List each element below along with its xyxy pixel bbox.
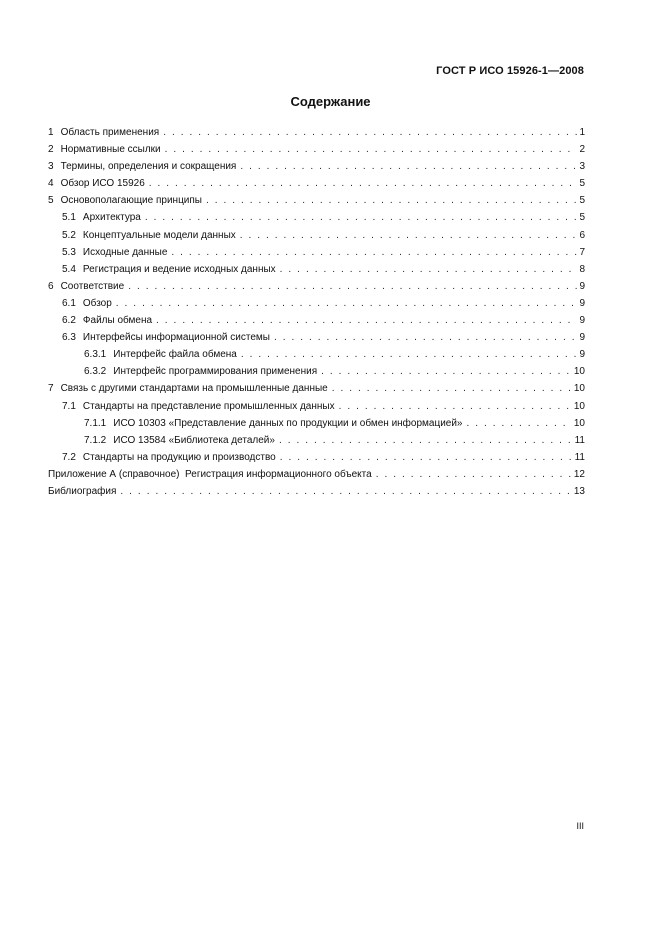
toc-dot-leader (466, 415, 571, 432)
toc-entry-number: 7.1.2 (84, 434, 107, 446)
toc-dot-leader (128, 278, 577, 295)
toc-entry-page: 9 (579, 297, 585, 309)
toc-entry-number: 6.1 (62, 297, 76, 309)
toc-entry-number: 4 (48, 178, 54, 190)
toc-entry-number: 5.2 (62, 229, 76, 241)
toc-dot-leader (280, 261, 578, 278)
toc-entry[interactable] (48, 449, 585, 466)
toc-entry-number: 1 (48, 127, 54, 138)
toc-entry-number: 6.3.1 (84, 349, 107, 361)
toc-entry[interactable] (48, 124, 585, 141)
toc-entry-page: 11 (574, 451, 585, 463)
toc-entry-title: Регистрация и ведение исходных данных (82, 263, 276, 275)
toc-entry-page: 5 (579, 178, 585, 190)
toc-dot-leader (332, 380, 572, 397)
toc-dot-leader (116, 295, 578, 312)
toc-entry-title: Библиография (48, 485, 117, 497)
toc-entry[interactable] (48, 141, 585, 158)
toc-entry-title: ИСО 13584 «Библиотека деталей» (113, 434, 275, 446)
toc-dot-leader (240, 227, 578, 244)
toc-title: Содержание (290, 94, 371, 109)
toc-entry-number: 6.3 (62, 332, 76, 344)
toc-entry-page: 3 (579, 161, 585, 173)
toc-entry[interactable] (48, 432, 585, 449)
toc-entry-page: 9 (579, 332, 585, 344)
toc-entry-number: 5.4 (62, 263, 76, 275)
toc-dot-leader (279, 432, 573, 449)
toc-entry[interactable] (48, 278, 585, 295)
standard-designation: ГОСТ Р ИСО 15926-1—2008 (436, 65, 584, 77)
toc-entry-title: Стандарты на представление промышленных данных (82, 400, 335, 412)
toc-entry[interactable] (48, 175, 585, 192)
toc-entry-page: 1 (579, 127, 585, 138)
toc-entry[interactable] (48, 329, 585, 346)
toc-entry-page: 10 (573, 383, 585, 395)
toc-entry[interactable] (48, 415, 585, 432)
toc-entry-number: 6 (48, 280, 54, 292)
toc-entry[interactable] (48, 158, 585, 175)
toc-entry-title: Стандарты на продукцию и производство (82, 451, 276, 463)
toc-dot-leader (241, 346, 578, 363)
toc-entry-title: Обзор (82, 297, 112, 309)
toc-entry-title: Обзор ИСО 15926 (60, 178, 145, 190)
toc-entry-title: Исходные данные (82, 246, 168, 258)
toc-dot-leader (120, 483, 571, 500)
toc-entry-title: Интерфейс файла обмена (113, 349, 237, 361)
toc-entry[interactable] (48, 244, 585, 261)
toc-entry-page: 5 (579, 195, 585, 207)
toc-entry-number: 6.3.2 (84, 366, 107, 378)
toc-entry[interactable] (48, 312, 585, 329)
toc-entry-number: 5.3 (62, 246, 76, 258)
toc-dot-leader (274, 329, 577, 346)
toc-entry-number: 6.2 (62, 315, 76, 327)
page-number: III (576, 821, 584, 831)
toc-entry-page: 13 (573, 485, 585, 497)
toc-entry-title: Интерфейс программирования применения (113, 366, 318, 378)
toc-entry-title: Файлы обмена (82, 315, 153, 327)
toc-entry-bibliography[interactable] (48, 483, 585, 500)
toc-entry-page: 10 (573, 400, 585, 412)
toc-dot-leader (149, 175, 578, 192)
toc-entry-page: 10 (573, 417, 585, 429)
toc-entry-title: Связь с другими стандартами на промышленные данные (60, 383, 328, 395)
toc-entry-title: Приложение А (справочное) Регистрация информационного объекта (48, 468, 372, 480)
toc-dot-leader (171, 244, 577, 261)
toc-entry[interactable] (48, 398, 585, 415)
toc-dot-leader (163, 124, 577, 141)
toc-entry-page: 12 (573, 468, 585, 480)
toc-entry-page: 10 (573, 366, 585, 378)
toc-entry-number: 5.1 (62, 212, 76, 224)
toc-entry[interactable] (48, 261, 585, 278)
toc-entry-number: 7.1.1 (84, 417, 107, 429)
toc-entry[interactable] (48, 227, 585, 244)
toc-entry-page: 7 (579, 246, 585, 258)
toc-entry-number: 3 (48, 161, 54, 173)
table-of-contents (48, 124, 585, 500)
toc-dot-leader (156, 312, 577, 329)
toc-entry-title: Архитектура (82, 212, 141, 224)
toc-entry-page: 2 (579, 144, 585, 156)
toc-entry[interactable] (48, 363, 585, 380)
toc-entry-number: 7.1 (62, 400, 76, 412)
toc-entry-number: 7.2 (62, 451, 76, 463)
toc-entry[interactable] (48, 209, 585, 226)
toc-dot-leader (206, 192, 577, 209)
toc-entry-page: 9 (579, 315, 585, 327)
toc-entry-page: 6 (579, 229, 585, 241)
toc-entry-number: 2 (48, 144, 54, 156)
toc-entry-title: ИСО 10303 «Представление данных по продукции и обмен информацией» (113, 417, 463, 429)
toc-entry[interactable] (48, 192, 585, 209)
toc-dot-leader (376, 466, 572, 483)
toc-entry-page: 11 (574, 434, 585, 446)
toc-entry[interactable] (48, 380, 585, 397)
toc-entry-title: Область применения (60, 127, 160, 138)
toc-dot-leader (240, 158, 577, 175)
toc-entry[interactable] (48, 295, 585, 312)
toc-dot-leader (280, 449, 573, 466)
toc-entry[interactable] (48, 346, 585, 363)
toc-entry-title: Интерфейсы информационной системы (82, 332, 270, 344)
toc-entry-number: 7 (48, 383, 54, 395)
toc-entry-title: Термины, определения и сокращения (60, 161, 237, 173)
toc-entry-title: Нормативные ссылки (60, 144, 161, 156)
toc-entry-page: 9 (579, 280, 585, 292)
toc-entry-title: Концептуальные модели данных (82, 229, 236, 241)
toc-dot-leader (145, 209, 578, 226)
toc-entry-number: 5 (48, 195, 54, 207)
toc-dot-leader (339, 398, 572, 415)
toc-dot-leader (165, 141, 578, 158)
toc-entry-title: Соответствие (60, 280, 125, 292)
toc-entry-title: Основополагающие принципы (60, 195, 202, 207)
toc-dot-leader (321, 363, 572, 380)
toc-entry-page: 9 (579, 349, 585, 361)
toc-entry-page: 8 (579, 263, 585, 275)
toc-entry-page: 5 (579, 212, 585, 224)
toc-entry-appendix[interactable] (48, 466, 585, 483)
